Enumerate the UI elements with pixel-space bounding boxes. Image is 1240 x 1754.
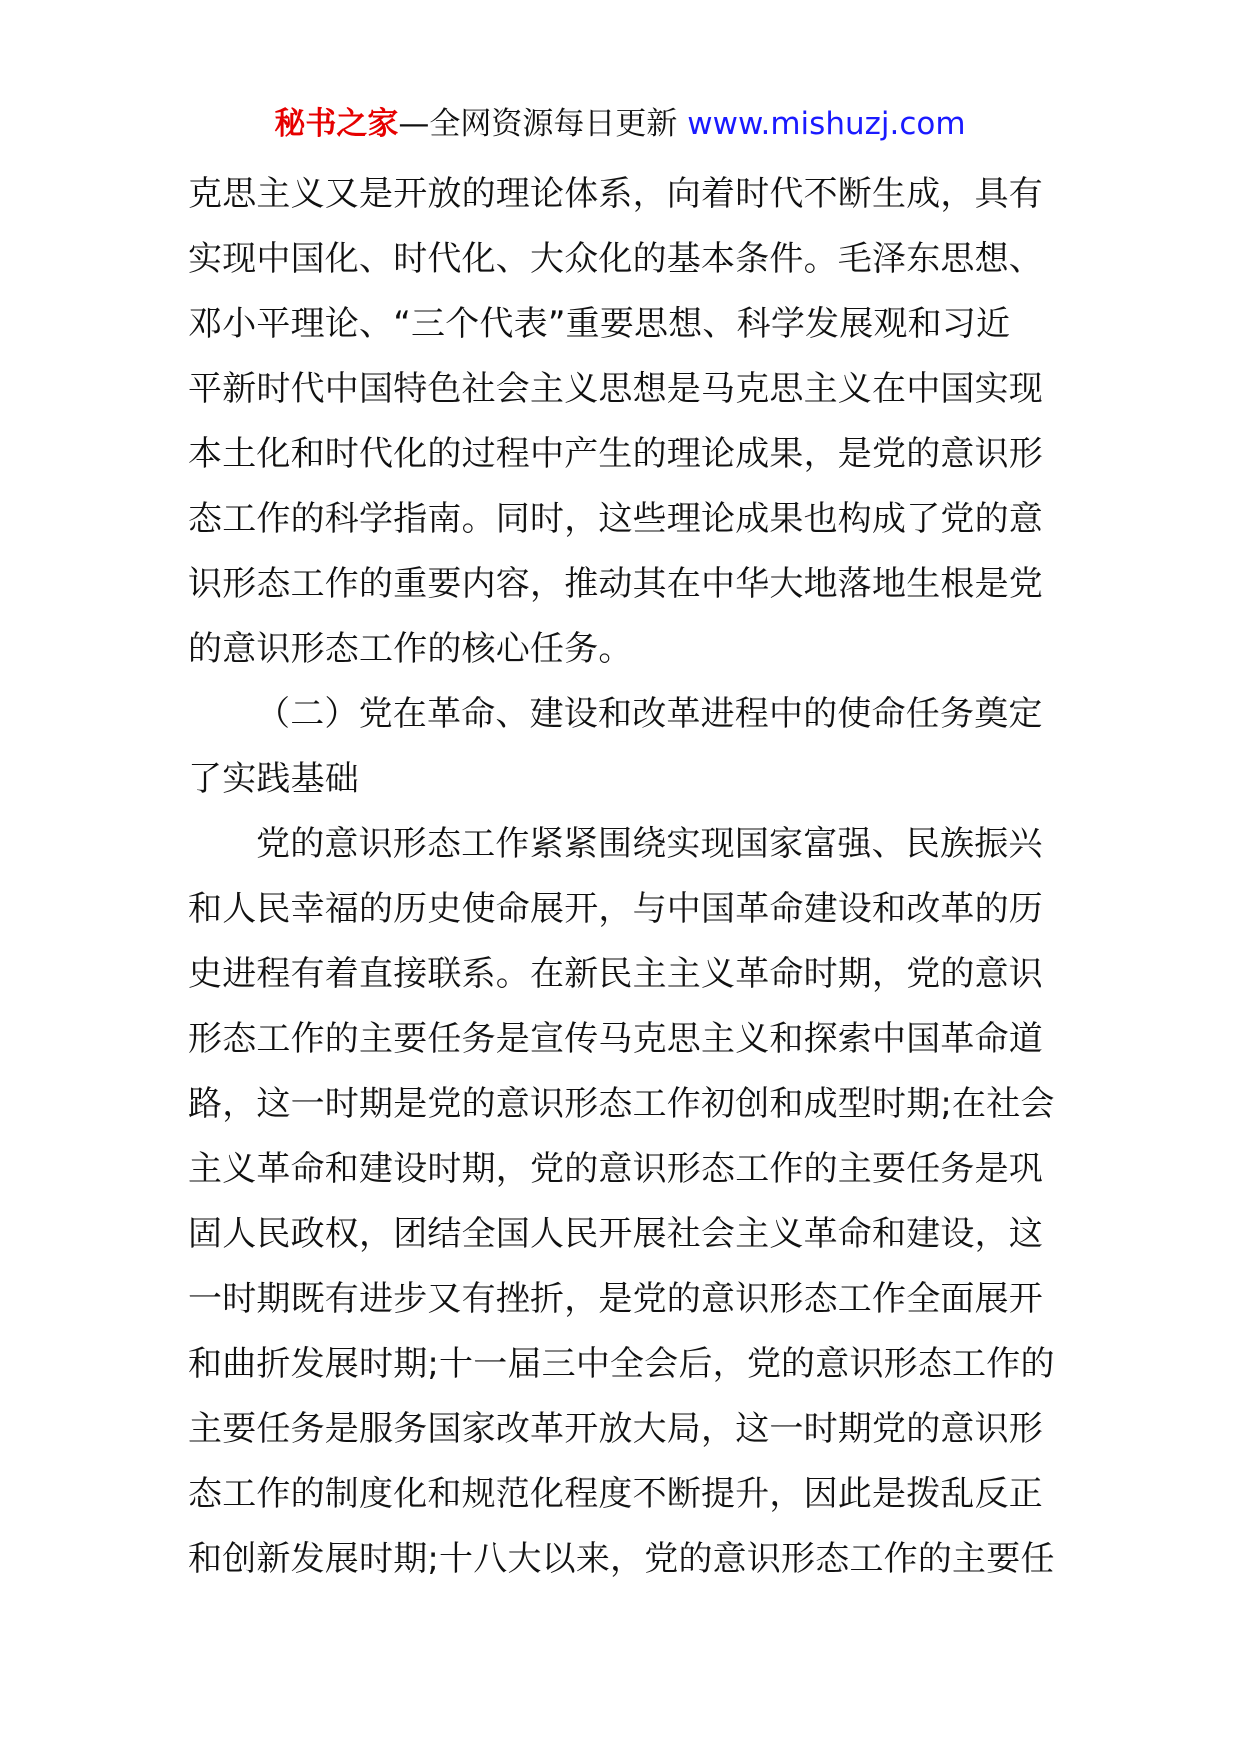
text-line: 的意识形态工作的核心任务。	[188, 629, 633, 669]
text-line: 和曲折发展时期;十一届三中全会后，党的意识形态工作的	[188, 1344, 1055, 1384]
text-line: 本土化和时代化的过程中产生的理论成果，是党的意识形	[188, 434, 1043, 474]
text-line: 邓小平理论、“三个代表”重要思想、科学发展观和习近	[188, 304, 1011, 344]
text-line: 主要任务是服务国家改革开放大局，这一时期党的意识形	[188, 1409, 1043, 1449]
text-line: 一时期既有进步又有挫折，是党的意识形态工作全面展开	[188, 1279, 1043, 1319]
section-heading: （二）党在革命、建设和改革进程中的使命任务奠定	[256, 694, 1043, 734]
site-brand: 秘书之家	[274, 106, 399, 142]
site-url-link[interactable]: www.mishuzj.com	[687, 106, 966, 142]
text-line: 主义革命和建设时期，党的意识形态工作的主要任务是巩	[188, 1149, 1043, 1189]
section-heading-continued: 了实践基础	[188, 759, 359, 799]
text-line: 路，这一时期是党的意识形态工作初创和成型时期;在社会	[188, 1084, 1055, 1124]
site-header	[0, 104, 1240, 144]
text-line: 态工作的科学指南。同时，这些理论成果也构成了党的意	[188, 499, 1043, 539]
text-line: 和创新发展时期;十八大以来，党的意识形态工作的主要任	[188, 1539, 1055, 1579]
text-line: 和人民幸福的历史使命展开，与中国革命建设和改革的历	[188, 889, 1043, 929]
text-line: 平新时代中国特色社会主义思想是马克思主义在中国实现	[188, 369, 1043, 409]
text-line: 识形态工作的重要内容，推动其在中华大地落地生根是党	[188, 564, 1043, 604]
text-line: 固人民政权，团结全国人民开展社会主义革命和建设，这	[188, 1214, 1043, 1254]
paragraph-start: 党的意识形态工作紧紧围绕实现国家富强、民族振兴	[256, 824, 1043, 864]
text-line: 实现中国化、时代化、大众化的基本条件。毛泽东思想、	[188, 239, 1043, 279]
document-body	[188, 162, 1068, 1592]
site-slogan: —全网资源每日更新	[398, 106, 688, 142]
text-line: 形态工作的主要任务是宣传马克思主义和探索中国革命道	[188, 1019, 1043, 1059]
text-line: 史进程有着直接联系。在新民主主义革命时期，党的意识	[188, 954, 1043, 994]
text-line: 态工作的制度化和规范化程度不断提升，因此是拨乱反正	[188, 1474, 1043, 1514]
text-line: 克思主义又是开放的理论体系，向着时代不断生成，具有	[188, 174, 1043, 214]
